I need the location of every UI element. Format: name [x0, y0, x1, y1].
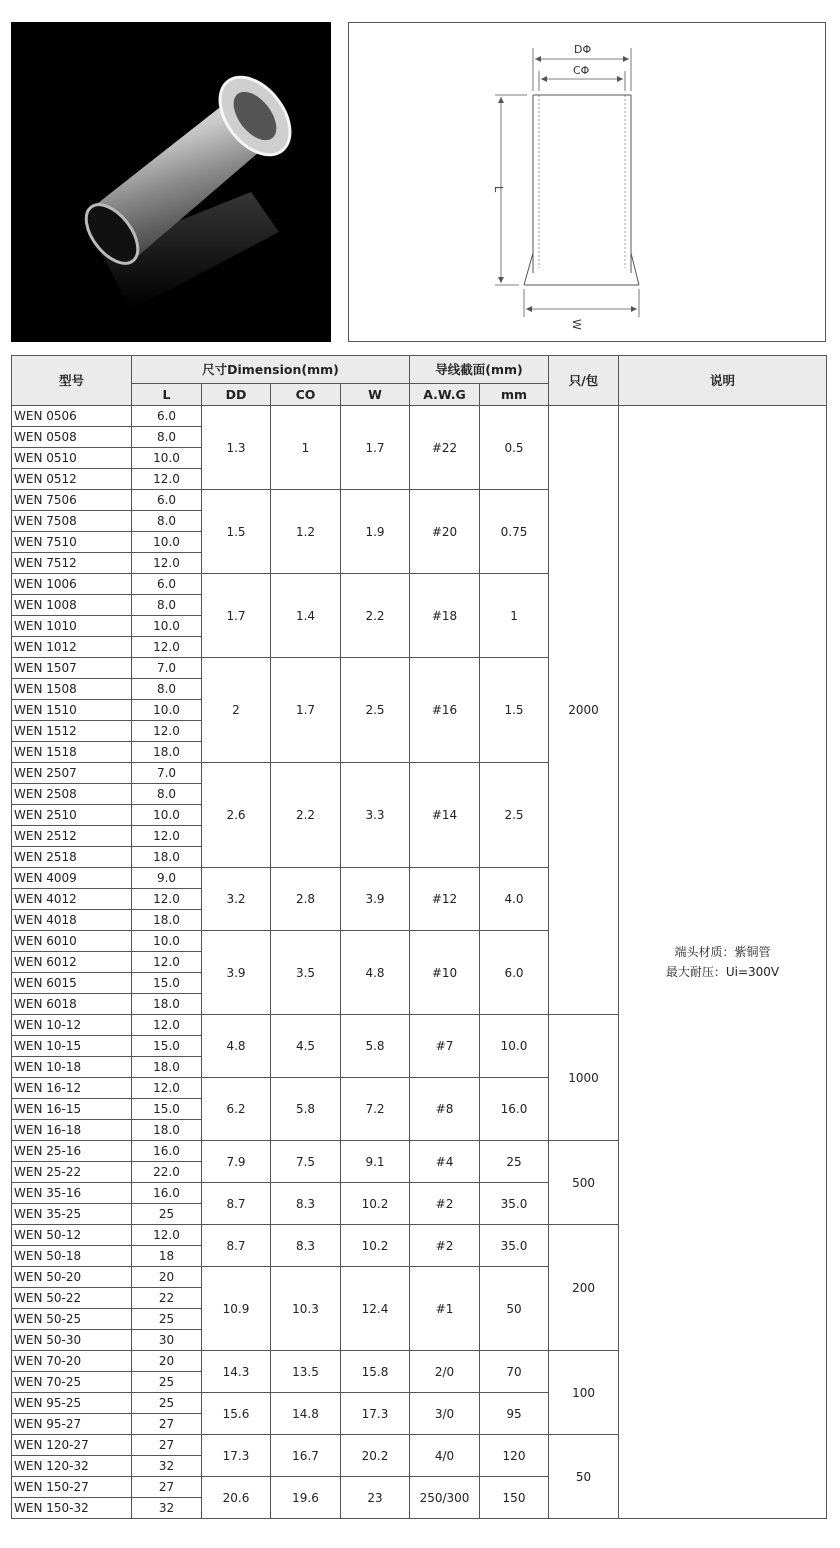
cell-co: 1.7	[271, 658, 341, 763]
cell-l: 7.0	[132, 763, 202, 784]
cell-dd: 17.3	[202, 1435, 271, 1477]
cell-dd: 6.2	[202, 1078, 271, 1141]
cell-mm: 35.0	[480, 1225, 549, 1267]
cell-model: WEN 10-18	[12, 1057, 132, 1078]
cell-co: 19.6	[271, 1477, 341, 1519]
cell-model: WEN 0506	[12, 406, 132, 427]
cell-model: WEN 50-20	[12, 1267, 132, 1288]
cell-model: WEN 7512	[12, 553, 132, 574]
cell-model: WEN 70-20	[12, 1351, 132, 1372]
cell-l: 18	[132, 1246, 202, 1267]
cell-l: 12.0	[132, 469, 202, 490]
cell-awg: #2	[410, 1183, 480, 1225]
cell-model: WEN 150-27	[12, 1477, 132, 1498]
cell-w: 2.2	[341, 574, 410, 658]
cell-pack: 500	[549, 1141, 619, 1225]
cell-w: 15.8	[341, 1351, 410, 1393]
cell-l: 20	[132, 1267, 202, 1288]
cell-model: WEN 7508	[12, 511, 132, 532]
cell-model: WEN 6010	[12, 931, 132, 952]
cell-awg: #4	[410, 1141, 480, 1183]
cell-l: 6.0	[132, 406, 202, 427]
cell-awg: 4/0	[410, 1435, 480, 1477]
label-c-phi: CΦ	[573, 64, 590, 77]
cell-mm: 95	[480, 1393, 549, 1435]
cell-model: WEN 25-16	[12, 1141, 132, 1162]
cell-pack: 200	[549, 1225, 619, 1351]
cell-l: 12.0	[132, 952, 202, 973]
cell-co: 5.8	[271, 1078, 341, 1141]
cell-dd: 3.9	[202, 931, 271, 1015]
header-dimension: 尺寸Dimension(mm)	[132, 356, 410, 384]
subheader-dd: DD	[202, 384, 271, 406]
cell-l: 32	[132, 1456, 202, 1477]
cell-l: 15.0	[132, 1099, 202, 1120]
cell-co: 8.3	[271, 1225, 341, 1267]
note-voltage: 最大耐压：Ui=300V	[665, 965, 780, 979]
cell-l: 30	[132, 1330, 202, 1351]
cell-co: 2.8	[271, 868, 341, 931]
product-photo	[11, 22, 331, 342]
cell-co: 7.5	[271, 1141, 341, 1183]
cell-w: 1.7	[341, 406, 410, 490]
cell-dd: 8.7	[202, 1225, 271, 1267]
table-row	[12, 406, 827, 427]
cell-dd: 20.6	[202, 1477, 271, 1519]
cell-model: WEN 4018	[12, 910, 132, 931]
cell-co: 1	[271, 406, 341, 490]
cell-l: 12.0	[132, 1078, 202, 1099]
cell-l: 12.0	[132, 1015, 202, 1036]
cell-awg: #22	[410, 406, 480, 490]
cell-model: WEN 0508	[12, 427, 132, 448]
cell-l: 8.0	[132, 595, 202, 616]
cell-model: WEN 16-15	[12, 1099, 132, 1120]
cell-awg: #7	[410, 1015, 480, 1078]
subheader-mm: mm	[480, 384, 549, 406]
cell-pack: 50	[549, 1435, 619, 1519]
cell-awg: 2/0	[410, 1351, 480, 1393]
cell-l: 18.0	[132, 994, 202, 1015]
cell-l: 10.0	[132, 616, 202, 637]
cell-l: 25	[132, 1372, 202, 1393]
cell-l: 22	[132, 1288, 202, 1309]
cell-mm: 1	[480, 574, 549, 658]
subheader-awg: A.W.G	[410, 384, 480, 406]
cell-l: 12.0	[132, 553, 202, 574]
cell-model: WEN 1010	[12, 616, 132, 637]
cell-model: WEN 1008	[12, 595, 132, 616]
cell-model: WEN 25-22	[12, 1162, 132, 1183]
cell-model: WEN 50-25	[12, 1309, 132, 1330]
cell-co: 13.5	[271, 1351, 341, 1393]
cell-l: 10.0	[132, 805, 202, 826]
cell-w: 9.1	[341, 1141, 410, 1183]
cell-model: WEN 1512	[12, 721, 132, 742]
cell-awg: #18	[410, 574, 480, 658]
cell-pack: 1000	[549, 1015, 619, 1141]
cell-l: 12.0	[132, 889, 202, 910]
cell-model: WEN 35-16	[12, 1183, 132, 1204]
cell-model: WEN 0512	[12, 469, 132, 490]
cell-mm: 0.5	[480, 406, 549, 490]
cell-model: WEN 10-12	[12, 1015, 132, 1036]
cell-co: 2.2	[271, 763, 341, 868]
cell-co: 10.3	[271, 1267, 341, 1351]
cell-w: 5.8	[341, 1015, 410, 1078]
cell-w: 1.9	[341, 490, 410, 574]
cell-model: WEN 150-32	[12, 1498, 132, 1519]
cell-awg: #1	[410, 1267, 480, 1351]
cell-l: 18.0	[132, 910, 202, 931]
cell-w: 23	[341, 1477, 410, 1519]
cell-model: WEN 120-27	[12, 1435, 132, 1456]
cell-w: 20.2	[341, 1435, 410, 1477]
cell-model: WEN 2510	[12, 805, 132, 826]
cell-model: WEN 2518	[12, 847, 132, 868]
technical-drawing	[348, 22, 826, 342]
cell-dd: 14.3	[202, 1351, 271, 1393]
cell-model: WEN 50-18	[12, 1246, 132, 1267]
cell-dd: 1.3	[202, 406, 271, 490]
cell-l: 16.0	[132, 1141, 202, 1162]
cell-model: WEN 16-12	[12, 1078, 132, 1099]
cell-mm: 2.5	[480, 763, 549, 868]
cell-model: WEN 50-30	[12, 1330, 132, 1351]
cell-l: 32	[132, 1498, 202, 1519]
cell-mm: 1.5	[480, 658, 549, 763]
cell-dd: 8.7	[202, 1183, 271, 1225]
cell-mm: 70	[480, 1351, 549, 1393]
cell-l: 9.0	[132, 868, 202, 889]
subheader-l: L	[132, 384, 202, 406]
subheader-co: CO	[271, 384, 341, 406]
cell-awg: #12	[410, 868, 480, 931]
cell-l: 18.0	[132, 742, 202, 763]
cell-l: 25	[132, 1393, 202, 1414]
spec-table	[11, 355, 827, 1519]
cell-w: 3.9	[341, 868, 410, 931]
header-wire: 导线截面(mm)	[410, 356, 549, 384]
cell-l: 10.0	[132, 448, 202, 469]
cell-model: WEN 1510	[12, 700, 132, 721]
cell-note	[619, 406, 827, 1519]
cell-model: WEN 50-22	[12, 1288, 132, 1309]
cell-model: WEN 4009	[12, 868, 132, 889]
cell-awg: #8	[410, 1078, 480, 1141]
cell-model: WEN 1006	[12, 574, 132, 595]
cell-model: WEN 95-25	[12, 1393, 132, 1414]
cell-pack: 2000	[549, 406, 619, 1015]
cell-model: WEN 7506	[12, 490, 132, 511]
cell-l: 12.0	[132, 637, 202, 658]
cell-l: 22.0	[132, 1162, 202, 1183]
subheader-w: W	[341, 384, 410, 406]
cell-l: 12.0	[132, 1225, 202, 1246]
cell-model: WEN 1508	[12, 679, 132, 700]
cell-w: 10.2	[341, 1225, 410, 1267]
cell-l: 18.0	[132, 847, 202, 868]
cell-l: 16.0	[132, 1183, 202, 1204]
cell-awg: #2	[410, 1225, 480, 1267]
cell-l: 27	[132, 1477, 202, 1498]
cell-mm: 16.0	[480, 1078, 549, 1141]
cell-l: 27	[132, 1414, 202, 1435]
cell-model: WEN 95-27	[12, 1414, 132, 1435]
cell-w: 3.3	[341, 763, 410, 868]
cell-w: 10.2	[341, 1183, 410, 1225]
cell-l: 25	[132, 1204, 202, 1225]
label-l: L	[492, 186, 505, 193]
cell-dd: 1.7	[202, 574, 271, 658]
cell-awg: #14	[410, 763, 480, 868]
cell-dd: 7.9	[202, 1141, 271, 1183]
cell-l: 10.0	[132, 700, 202, 721]
cell-model: WEN 4012	[12, 889, 132, 910]
cell-co: 1.2	[271, 490, 341, 574]
cell-awg: #20	[410, 490, 480, 574]
cell-l: 7.0	[132, 658, 202, 679]
note-material: 端头材质：紫铜管	[674, 945, 771, 959]
cell-model: WEN 1507	[12, 658, 132, 679]
cell-l: 15.0	[132, 1036, 202, 1057]
cell-l: 8.0	[132, 784, 202, 805]
cell-l: 15.0	[132, 973, 202, 994]
cell-mm: 120	[480, 1435, 549, 1477]
cell-dd: 10.9	[202, 1267, 271, 1351]
header-note: 说明	[619, 356, 827, 406]
cell-l: 12.0	[132, 721, 202, 742]
spec-table-body	[12, 406, 827, 1519]
header-model: 型号	[12, 356, 132, 406]
cell-mm: 50	[480, 1267, 549, 1351]
cell-mm: 150	[480, 1477, 549, 1519]
cell-dd: 15.6	[202, 1393, 271, 1435]
cell-l: 10.0	[132, 931, 202, 952]
label-d-phi: DΦ	[574, 43, 592, 56]
cell-model: WEN 6015	[12, 973, 132, 994]
cell-model: WEN 120-32	[12, 1456, 132, 1477]
cell-pack: 100	[549, 1351, 619, 1435]
cell-co: 8.3	[271, 1183, 341, 1225]
cell-l: 6.0	[132, 574, 202, 595]
cell-dd: 3.2	[202, 868, 271, 931]
cell-l: 6.0	[132, 490, 202, 511]
cell-w: 2.5	[341, 658, 410, 763]
cell-l: 27	[132, 1435, 202, 1456]
cell-model: WEN 1518	[12, 742, 132, 763]
ferrule-dimension-drawing	[349, 23, 825, 341]
cell-model: WEN 7510	[12, 532, 132, 553]
cell-model: WEN 10-15	[12, 1036, 132, 1057]
cell-dd: 1.5	[202, 490, 271, 574]
cell-w: 17.3	[341, 1393, 410, 1435]
cell-co: 14.8	[271, 1393, 341, 1435]
cell-model: WEN 2507	[12, 763, 132, 784]
cell-model: WEN 35-25	[12, 1204, 132, 1225]
cell-mm: 10.0	[480, 1015, 549, 1078]
cell-l: 8.0	[132, 679, 202, 700]
cell-dd: 2.6	[202, 763, 271, 868]
cell-l: 10.0	[132, 532, 202, 553]
cell-model: WEN 2508	[12, 784, 132, 805]
cell-mm: 6.0	[480, 931, 549, 1015]
cell-model: WEN 6012	[12, 952, 132, 973]
cell-mm: 25	[480, 1141, 549, 1183]
label-w: W	[570, 319, 583, 330]
cell-model: WEN 6018	[12, 994, 132, 1015]
cell-awg: 3/0	[410, 1393, 480, 1435]
cell-awg: #10	[410, 931, 480, 1015]
cell-model: WEN 0510	[12, 448, 132, 469]
cell-co: 3.5	[271, 931, 341, 1015]
cell-mm: 4.0	[480, 868, 549, 931]
cell-l: 25	[132, 1309, 202, 1330]
cell-awg: #16	[410, 658, 480, 763]
ferrule-photo-graphic	[11, 22, 331, 342]
cell-co: 1.4	[271, 574, 341, 658]
cell-w: 4.8	[341, 931, 410, 1015]
cell-dd: 2	[202, 658, 271, 763]
cell-l: 20	[132, 1351, 202, 1372]
cell-w: 7.2	[341, 1078, 410, 1141]
cell-awg: 250/300	[410, 1477, 480, 1519]
cell-co: 16.7	[271, 1435, 341, 1477]
cell-model: WEN 70-25	[12, 1372, 132, 1393]
cell-l: 12.0	[132, 826, 202, 847]
cell-w: 12.4	[341, 1267, 410, 1351]
cell-l: 8.0	[132, 427, 202, 448]
cell-co: 4.5	[271, 1015, 341, 1078]
cell-dd: 4.8	[202, 1015, 271, 1078]
cell-mm: 35.0	[480, 1183, 549, 1225]
cell-model: WEN 16-18	[12, 1120, 132, 1141]
cell-model: WEN 2512	[12, 826, 132, 847]
cell-l: 8.0	[132, 511, 202, 532]
cell-l: 18.0	[132, 1057, 202, 1078]
cell-l: 18.0	[132, 1120, 202, 1141]
cell-model: WEN 50-12	[12, 1225, 132, 1246]
cell-model: WEN 1012	[12, 637, 132, 658]
cell-mm: 0.75	[480, 490, 549, 574]
header-pack: 只/包	[549, 356, 619, 406]
header-row-1	[12, 356, 827, 384]
